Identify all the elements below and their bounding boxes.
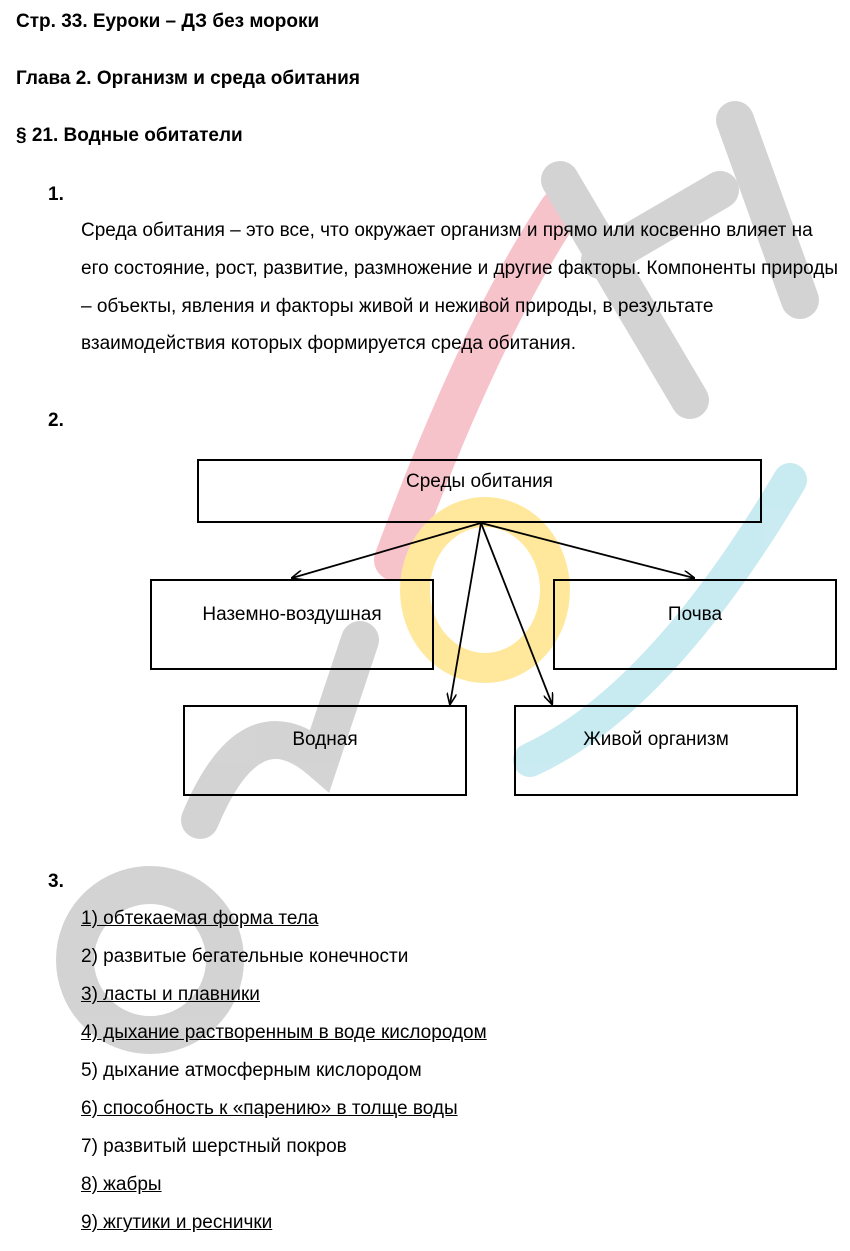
diagram-box-terrestrial-label: Наземно-воздушная <box>202 603 382 625</box>
arrow-to-water <box>450 523 481 704</box>
list-item: 7) развитый шерстный покров <box>81 1136 347 1157</box>
list-item: 4) дыхание растворенным в воде кислородом <box>81 1022 487 1043</box>
list-item: 2) развитые бегательные конечности <box>81 946 409 967</box>
arrow-to-terrestrial <box>292 523 481 578</box>
diagram-box-organism-label: Живой организм <box>583 728 729 750</box>
list-item: 6) способность к «парению» в толще воды <box>81 1098 458 1119</box>
list-item: 8) жабры <box>81 1174 162 1195</box>
chapter-title: Глава 2. Организм и среда обитания <box>16 68 360 89</box>
diagram-root-label: Среды обитания <box>406 471 553 492</box>
list-item: 3) ласты и плавники <box>81 984 260 1005</box>
list-item: 9) жгутики и реснички <box>81 1212 273 1233</box>
task-3-number: 3. <box>48 871 64 892</box>
task-1-text: Среда обитания – это все, что окружает организм и прямо или косвенно влияет на его состояние, рост, развитие, размножение и другие факторы. Компоненты природы – объекты, явления и факторы живой и неживой природы, в результате взаимодействия которых формируется среда обитания. <box>81 220 839 355</box>
task-2-number: 2. <box>48 410 64 431</box>
list-item: 5) дыхание атмосферным кислородом <box>81 1060 422 1081</box>
diagram-box-water-label: Водная <box>292 728 358 750</box>
section-title: § 21. Водные обитатели <box>16 125 243 146</box>
page-title: Стр. 33. Еуроки – ДЗ без мороки <box>16 11 320 32</box>
list-item: 1) обтекаемая форма тела <box>81 908 319 929</box>
arrow-to-organism <box>481 523 552 704</box>
task-1-number: 1. <box>48 184 64 205</box>
diagram-box-soil-label: Почва <box>667 603 723 625</box>
arrow-to-soil <box>481 523 694 578</box>
task-3-list <box>81 904 487 1246</box>
